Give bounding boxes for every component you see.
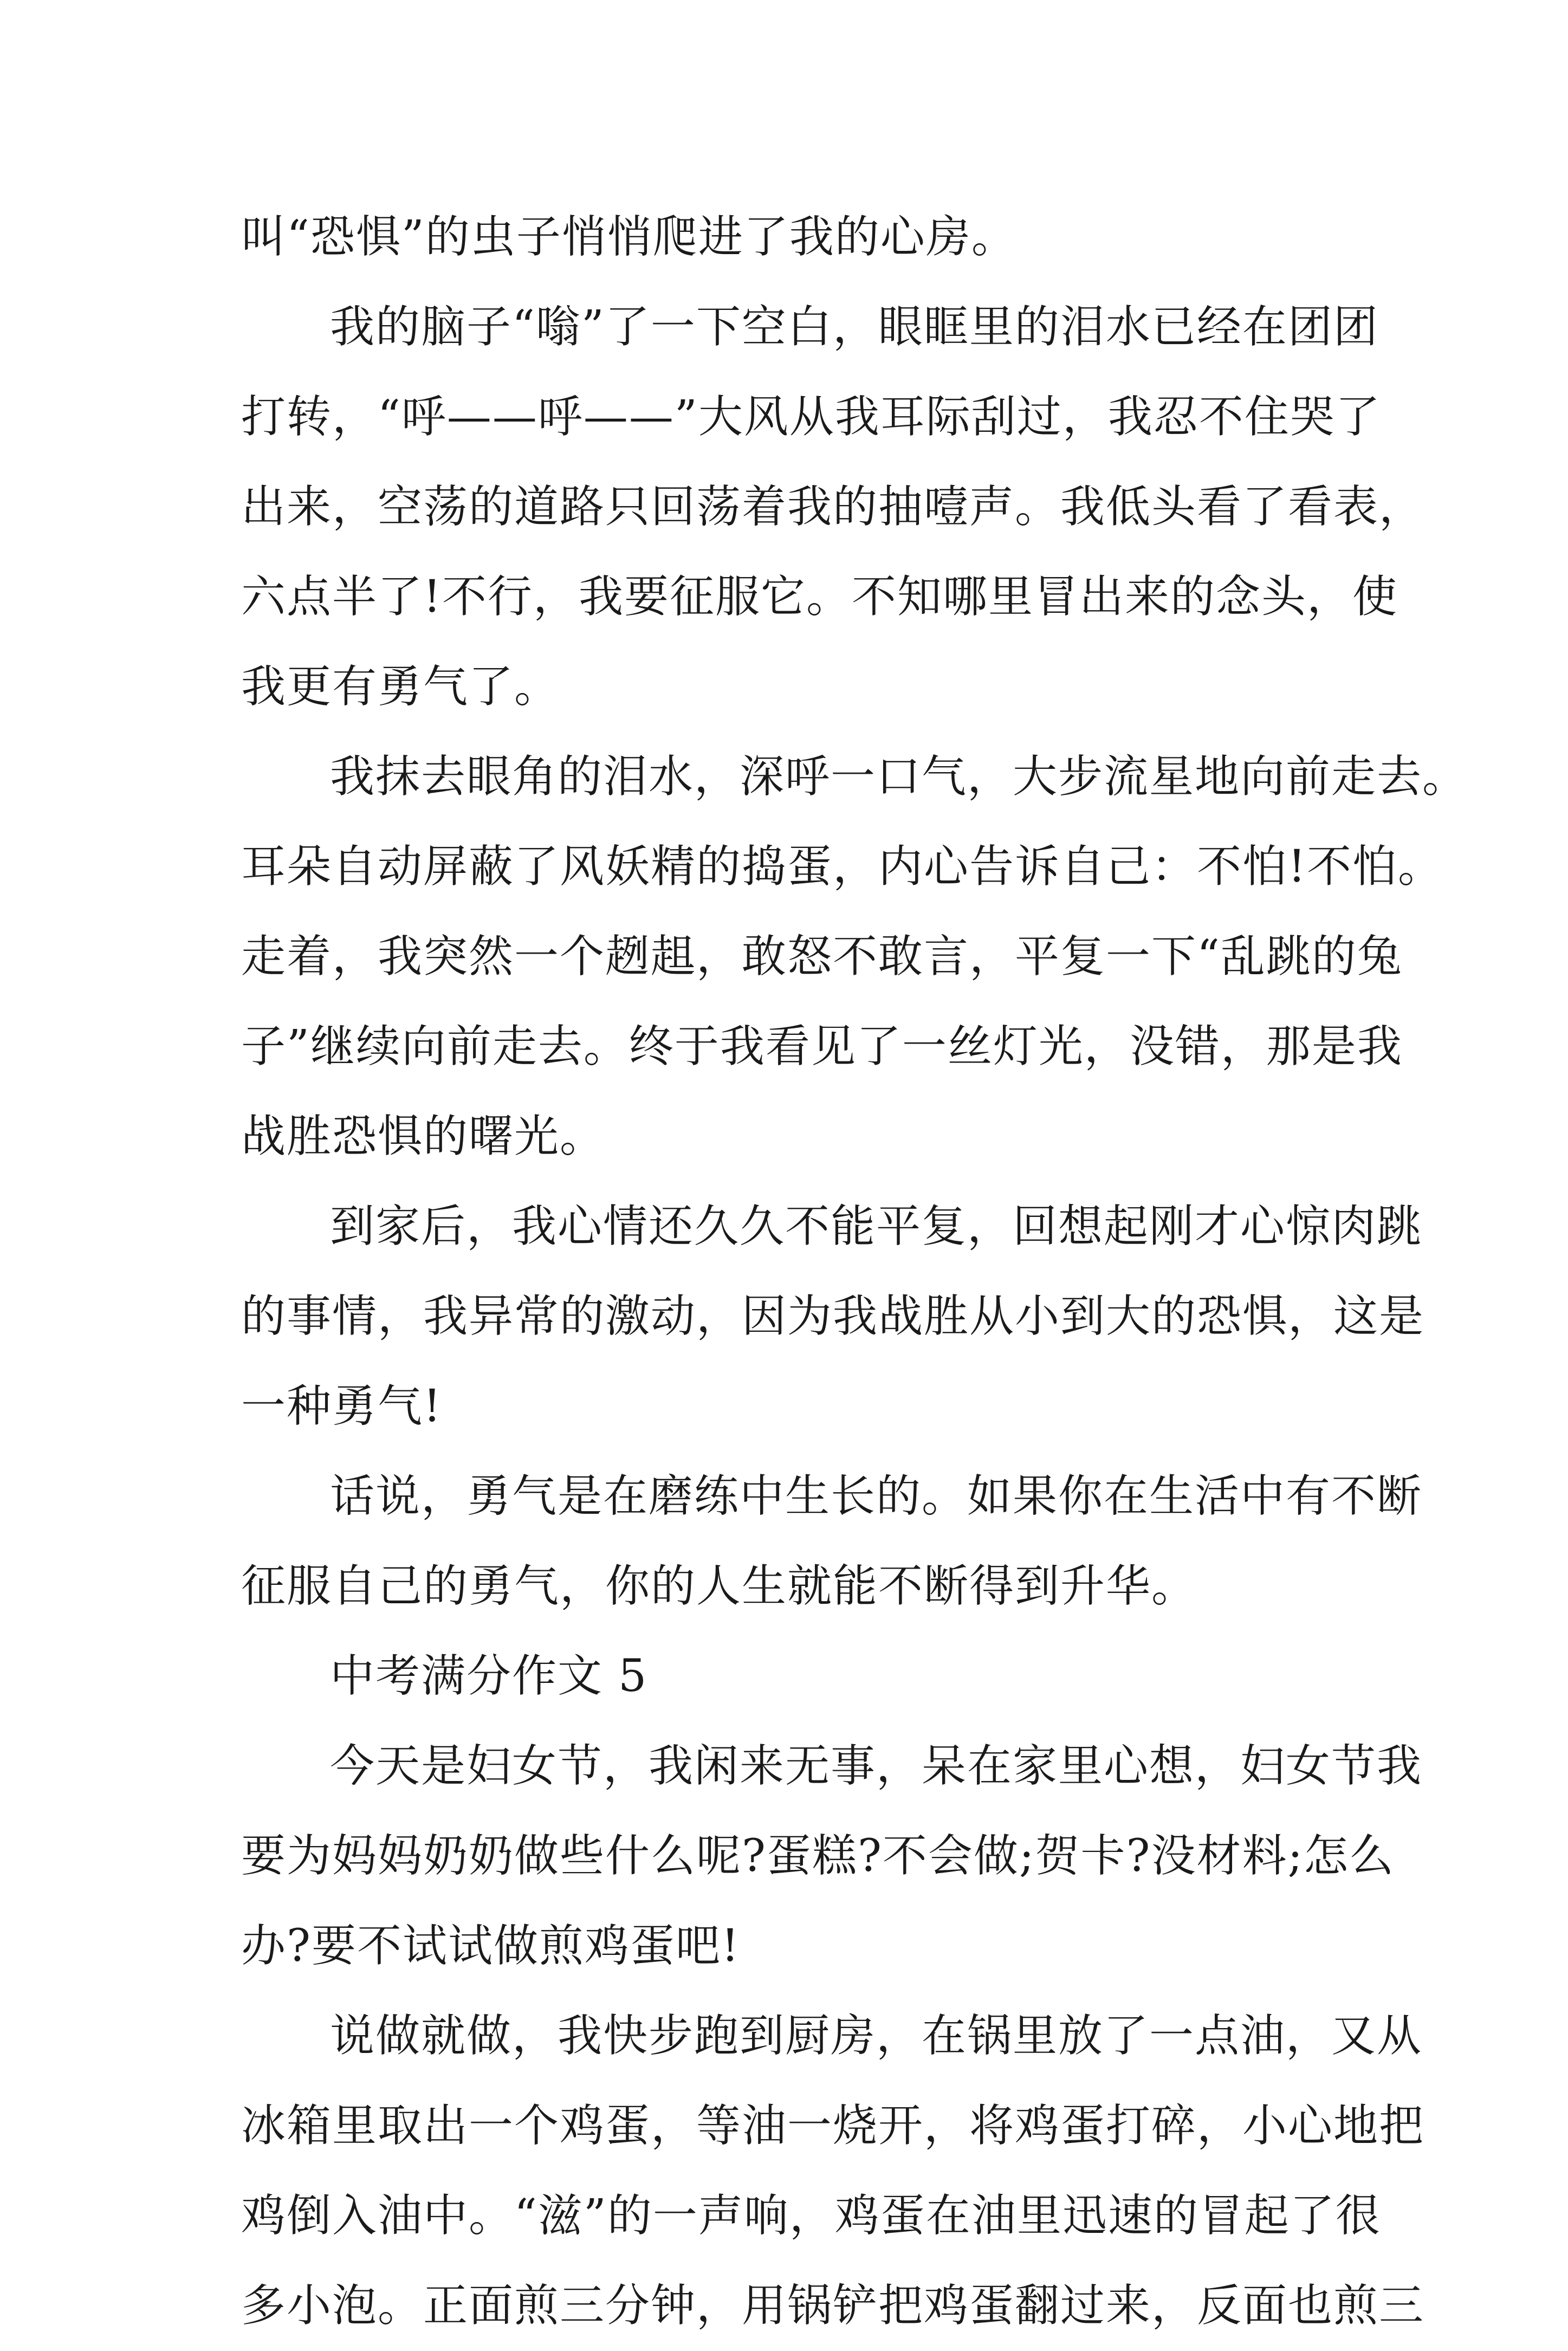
text-line: 话说，勇气是在磨练中生长的。如果你在生活中有不断 bbox=[330, 1471, 1423, 1522]
paragraph-p1 bbox=[241, 282, 1425, 732]
text-line: 我抹去眼角的泪水，深呼一口气，大步流星地向前走去。 bbox=[330, 751, 1468, 802]
text-line: 耳朵自动屏蔽了风妖精的捣蛋，内心告诉自己：不怕!不怕。 bbox=[241, 841, 1443, 892]
paragraph-p4 bbox=[241, 1452, 1423, 1631]
text-line: 冰箱里取出一个鸡蛋，等油一烧开，将鸡蛋打碎，小心地把 bbox=[241, 2100, 1425, 2152]
text-line: 今天是妇女节，我闲来无事，呆在家里心想，妇女节我 bbox=[330, 1740, 1423, 1792]
text-line: 征服自己的勇气，你的人生就能不断得到升华。 bbox=[241, 1560, 1197, 1612]
text-line: 多小泡。正面煎三分钟，用锅铲把鸡蛋翻过来，反面也煎三 bbox=[241, 2280, 1425, 2331]
text-line: 一种勇气! bbox=[241, 1381, 442, 1432]
paragraph-p6 bbox=[241, 1721, 1423, 1991]
text-line: 叫“恐惧”的虫子悄悄爬进了我的心房。 bbox=[241, 211, 1017, 263]
text-line: 走着，我突然一个趔趄，敢怒不敢言，平复一下“乱跳的兔 bbox=[241, 931, 1403, 982]
text-line: 战胜恐惧的曙光。 bbox=[241, 1111, 606, 1162]
paragraph-p5 bbox=[241, 1631, 1346, 1721]
text-line: 六点半了!不行，我要征服它。不知哪里冒出来的念头，使 bbox=[241, 571, 1398, 623]
text-line: 我的脑子“嗡”了一下空白，眼眶里的泪水已经在团团 bbox=[330, 301, 1379, 353]
paragraph-p2 bbox=[241, 732, 1468, 1182]
text-line: 中考满分作文 5 bbox=[330, 1650, 648, 1702]
text-line: 的事情，我异常的激动，因为我战胜从小到大的恐惧，这是 bbox=[241, 1291, 1425, 1342]
paragraph-p3 bbox=[241, 1182, 1425, 1452]
text-line: 打转，“呼——呼——”大风从我耳际刮过，我忍不住哭了 bbox=[241, 391, 1381, 443]
text-line: 说做就做，我快步跑到厨房，在锅里放了一点油，又从 bbox=[330, 2010, 1423, 2062]
text-line: 我更有勇气了。 bbox=[241, 661, 560, 713]
text-line: 办?要不试试做煎鸡蛋吧! bbox=[241, 1920, 740, 1972]
text-line: 鸡倒入油中。“滋”的一声响，鸡蛋在油里迅速的冒起了很 bbox=[241, 2190, 1381, 2242]
text-line: 要为妈妈奶奶做些什么呢?蛋糕?不会做;贺卡?没材料;怎么 bbox=[241, 1830, 1395, 1882]
text-line: 子”继续向前走去。终于我看见了一丝灯光，没错，那是我 bbox=[241, 1021, 1403, 1072]
text-line: 到家后，我心情还久久不能平复，回想起刚才心惊肉跳 bbox=[330, 1201, 1423, 1252]
paragraph-p0 bbox=[241, 192, 1346, 282]
text-line: 出来，空荡的道路只回荡着我的抽噎声。我低头看了看表， bbox=[241, 481, 1425, 533]
document-body bbox=[241, 192, 1468, 2351]
paragraph-p7 bbox=[241, 1991, 1425, 2351]
